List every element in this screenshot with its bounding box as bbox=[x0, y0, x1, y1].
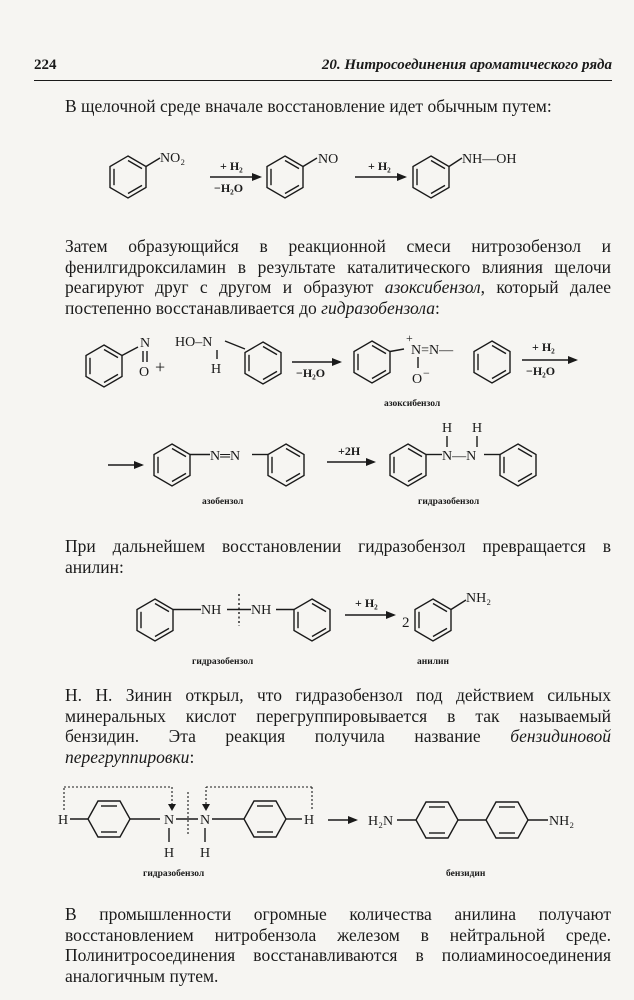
azobenzene-caption: азобензол bbox=[202, 497, 244, 507]
benzene-ring-hydroxylamine-reactant bbox=[225, 341, 281, 384]
reaction-arrow-7-head bbox=[386, 611, 396, 619]
paragraph-aniline-text: При дальнейшем восстановлении гидразобензол превращается в анилин: bbox=[65, 536, 611, 577]
header-rule bbox=[34, 80, 612, 81]
rearr-h-right: H bbox=[304, 813, 315, 828]
reaction-scheme-3 bbox=[0, 415, 634, 515]
benzidine-rings bbox=[397, 802, 548, 838]
term-azoxybenzene: азоксибензол bbox=[384, 277, 481, 297]
paragraph-azoxybenzene-start: Затем образующийся в реакционной смеси нитрозобензол и фенилгидроксиламин в результате каталитического влияния щелочи реагируют друг с другом и образуют bbox=[65, 236, 611, 297]
term-hydrazobenzene: гидразобензола bbox=[321, 297, 435, 318]
plus-sign: + bbox=[155, 357, 166, 377]
benzene-ring-hydrazo-right bbox=[500, 444, 536, 486]
arrow3-reagent-bottom: −H₂O bbox=[296, 366, 326, 380]
paragraph-benzidine bbox=[65, 685, 611, 767]
paragraph-azoxybenzene-mid: , который далее постепенно восстанавливается до bbox=[65, 277, 612, 318]
frame-arrowhead-right bbox=[202, 804, 210, 811]
reaction-arrow-8-head bbox=[348, 816, 358, 824]
benzene-ring-azoxy-left bbox=[354, 341, 418, 383]
rearr-h-left: H bbox=[58, 813, 69, 828]
hydrazo-h-left: H bbox=[442, 421, 453, 436]
paragraph-aniline bbox=[65, 536, 611, 577]
hydroxylamine-group-label: NH—OH bbox=[462, 152, 517, 167]
rearr-n-right: N bbox=[200, 813, 211, 828]
hydrazobenzene-caption-3: гидразобензол bbox=[143, 869, 205, 879]
benzene-ring-rearr-left bbox=[70, 801, 160, 837]
arrow6-reagent-top: +2H bbox=[338, 444, 361, 458]
benzene-ring-nitrobenzene bbox=[110, 156, 160, 198]
hydrazo-core-label: N—N bbox=[442, 449, 477, 464]
paragraph-benzidine-start: Н. Н. Зинин открыл, что гидразобензол под действием сильных минеральных кислот перегруппировывается в так называемый бензидин. Эта реакция получила название bbox=[65, 685, 611, 746]
paragraph-azoxybenzene-end: : bbox=[434, 297, 440, 318]
paragraph-azoxybenzene bbox=[65, 236, 611, 318]
paragraph-industry bbox=[65, 904, 611, 986]
frame-arrowhead-left bbox=[168, 804, 176, 811]
benzene-ring-nitrosobenzene bbox=[267, 156, 317, 198]
benzene-ring-hydrazo4-right bbox=[294, 599, 330, 641]
paragraph-benzidine-end: : bbox=[189, 746, 195, 767]
page-number: 224 bbox=[34, 57, 57, 73]
reaction-arrow-5-head bbox=[134, 461, 144, 469]
hydrazobenzene-caption-2: гидразобензол bbox=[192, 657, 254, 667]
benzidine-caption: бензидин bbox=[446, 869, 486, 879]
azo-core-label: N═N bbox=[210, 449, 241, 464]
reaction-arrow-6-head bbox=[366, 458, 376, 466]
reaction-scheme-1 bbox=[0, 145, 634, 215]
arrow4-reagent-top: + H₂ bbox=[532, 340, 555, 354]
benzene-ring-nitroso-reactant bbox=[86, 345, 150, 387]
benzidine-h2n: H₂N bbox=[368, 814, 394, 829]
hydrazobenzene-caption-1: гидразобензол bbox=[418, 497, 480, 507]
reaction-arrow-4-head bbox=[568, 356, 578, 364]
aniline-caption: анилин bbox=[417, 657, 449, 667]
rearrangement-dashed-frame bbox=[64, 787, 315, 834]
nitro-group-label: NO₂ bbox=[160, 151, 186, 166]
rearr-h-bottom-left: H bbox=[164, 846, 175, 861]
paragraph-intro bbox=[65, 96, 611, 117]
azoxy-oxygen: O bbox=[412, 372, 423, 387]
paragraph-industry-text: В промышленности огромные количества анилина получают восстановлением нитробензола железом в нейтральной среде. Полинитросоединения восстанавливаются в полиаминосоединения аналогичным путем. bbox=[65, 904, 611, 986]
nitroso-n-atom: N bbox=[140, 336, 151, 351]
hydrazo-h-right: H bbox=[472, 421, 483, 436]
hydrazo4-nh-right: NH bbox=[251, 603, 272, 618]
reaction-scheme-4 bbox=[0, 580, 634, 670]
benzene-ring-phenylhydroxylamine bbox=[413, 156, 462, 198]
azoxy-core-label: N=N— bbox=[411, 343, 454, 358]
arrow7-reagent-top: + H₂ bbox=[355, 596, 378, 610]
benzidine-nh2: NH₂ bbox=[549, 814, 575, 829]
benzene-ring-azoxy-right bbox=[474, 341, 510, 383]
hydroxylamine-h-atom: H bbox=[211, 362, 222, 377]
azoxybenzene-caption: азоксибензол bbox=[384, 399, 441, 409]
term-benzidine-rearrangement: бензидиновой перегруппировки bbox=[65, 726, 611, 767]
aniline-nh2: NH₂ bbox=[466, 591, 492, 606]
arrow1-reagent-bottom: −H₂O bbox=[214, 181, 244, 195]
reaction-arrow-2-head bbox=[397, 173, 407, 181]
rearr-h-bottom-right: H bbox=[200, 846, 211, 861]
benzene-ring-azo-right bbox=[268, 444, 304, 486]
arrow1-reagent-top: + H₂ bbox=[220, 159, 243, 173]
hydrazo4-nh-left: NH bbox=[201, 603, 222, 618]
page-header bbox=[34, 57, 612, 79]
arrow2-reagent-top: + H₂ bbox=[368, 159, 391, 173]
aniline-coefficient: 2 bbox=[402, 615, 410, 631]
chapter-title: 20. Нитросоединения ароматического ряда bbox=[321, 57, 612, 73]
arrow4-reagent-bottom: −H₂O bbox=[526, 364, 556, 378]
reaction-scheme-5 bbox=[0, 780, 634, 890]
benzene-ring-rearr-right bbox=[212, 801, 302, 837]
rearr-n-left: N bbox=[164, 813, 175, 828]
nitroso-o-atom: O bbox=[139, 365, 150, 380]
paragraph-intro-text: В щелочной среде вначале восстановление идет обычным путем: bbox=[65, 96, 552, 116]
reaction-arrow-1-head bbox=[252, 173, 262, 181]
reaction-scheme-2 bbox=[0, 325, 634, 415]
hydroxylamine-ho-n: HO–N bbox=[175, 335, 213, 350]
reaction-arrow-3-head bbox=[332, 358, 342, 366]
azoxy-plus-charge: + bbox=[406, 331, 413, 345]
azoxy-minus-charge: − bbox=[423, 366, 430, 380]
nitroso-group-label: NO bbox=[318, 152, 339, 167]
benzene-ring-aniline bbox=[415, 599, 466, 641]
